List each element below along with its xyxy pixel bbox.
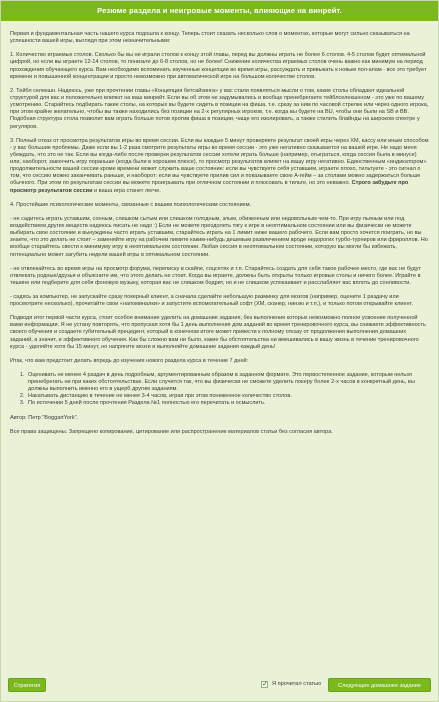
read-checkbox-label[interactable]: Я прочитал статью bbox=[272, 681, 322, 687]
author-line: Автор: Петр "BoggartYork". bbox=[10, 414, 79, 421]
footer-bar bbox=[2, 668, 437, 700]
paragraph-summary: Подводя итог первой части курса, стоит особое внимание уделить на домашние задания, без выполнения которых невозможно полное усвоение полученной вами информации. Я не устану повторять, что пропуская хотя бы 1 день выполнения дом.заданий во время тренировочного курса, вы снижаете эффективность своего обучения и создаете губительный прецедент, который в конечном итоге может привести к полному отказу от продолжения выполнения домашних заданий, а значит, и эффективного обучения. Как бы сложно вам ни было, какие бы обстоятельства ни вмешивались в вашу жизнь в течение тренировочного курса - уделяйте хотя бы 15 минут, но напрягите мозги и выполняйте домашние задания каждый день! bbox=[10, 315, 426, 350]
tasks-list bbox=[10, 372, 429, 408]
article-title: Резюме раздела и неигровые моменты, влияющие на винрейт. bbox=[1, 1, 438, 21]
results-text: 3. Полный отказ от просмотра результатов игры во время сессии. Если вы каждые 5 минут проверяете результат своей игры через ХМ, кассу или иным способом - у вас большие проблемы. Даже если вы 1-2 раза смотрите результаты игры во время сессии - это уже негативно сказывается на вашей игре. Не надо меня убеждать, что это не так. Если вы когда-либо после проверки результатов сессии хотели играть больше (например, отыграться, когда сессия была в минусе) или, наоборот, закончить игру пораньше (когда были в хорошем плюсе), то просмотр результатов влияет на вашу игру негативно. Единственным «индикатором» продолжительности вашей сессии кроме времени может служить ваше состояние: если вы чувствуете себя уставшим, играете плохо, тильтуете - это сигнал о том, что сессию можно заканчивать раньше, и наоборот: если вы чувствуете прилив сил и показываете свою А-гейм – за столами можно задержаться больше обычного. При этом по результатам сессии вы можете проигрывать при отличном состоянии и плюсовать в тильте, но это неважно. bbox=[10, 137, 429, 187]
paragraph-tasks-intro: Итак, что вам предстоит делать впредь до изучения нового раздела курса в течение 7 дней: bbox=[10, 357, 249, 364]
paragraph-warmup: - садясь за компьютер, не запускайте сразу покерный клиент, а сначала сделайте небольшую разминку для мозгов (например, оцените 1 раздачу или просмотрите несколько), прочитайте свои «напоминалки» и запустите вспомогательный софт (ХМ, сканер, нинзю и т.п.), и только потом открывайте клиент. bbox=[10, 293, 414, 308]
paragraph-tables-count: 1. Количество играемых столов. Сколько бы вы ни играли столов к концу этой главы, перед вы должны играть не более 6 столов. 4-5 столов будет оптимальной цифрой, но если вы играете 12-14 столов, то понизьте до 6-8 столов, но не более! Снижение количества играемых столов очень важно как минимум на период прохождения обучающего курса. Вам необходимо вспоминать изученные концепции во время игры, рассуждать и привыкать к новым пол-апам - все это требует времени и повышенной концентрации и просто невозможно при автоматической игре на большом количестве столов. bbox=[10, 52, 427, 80]
paragraph-condition: - не садитесь играть уставшим, сонным, слишком сытым или слишком голодным, злым, обиженным или недовольным чем-то. При игру пьяным или под воздействием других веществ надеюсь писать не надо :) Если не можете преодолеть тягу к игре в неоптимальном состоянии или вы физически не можете выбирать свое состояние и вынуждены часто играть уставшим, старайтесь играть на 1 лимит ниже вашего рабочего. Если вам просто хочется поиграть, но вы знаете, что это делать не стоит – заменяйте игру на рабочем лимите каким-нибудь дешевым развлечением вроде недорогих турбо-турниров или фрироллов. Но вообще старайтесь свести к минимуму игру в неоптимальном состоянии. Любая сессия в неоптимальном состоянии, которую вы могли бы избежать, потенциально может загубить недели вашей игры в оптимальном состоянии. bbox=[10, 215, 428, 258]
copyright-notice: Все права защищены. Запрещено копирование, цитирование или распространение материалов статьи без согласия автора. bbox=[10, 428, 333, 435]
next-homework-button[interactable]: Следующее домашнее задание bbox=[328, 678, 431, 692]
intro-paragraph: Первая и фундаментальная часть нашего курса подошла к концу. Теперь стоит сказать несколько слов о моментах, которые могут сильно сказываться на успешности вашей игры, выглядя при этом незначительными: bbox=[10, 31, 410, 45]
article-body[interactable] bbox=[2, 21, 437, 668]
results-text-end: и ваша игра станет легче. bbox=[92, 187, 161, 194]
checkmark-icon: ✓ bbox=[262, 681, 268, 688]
paragraph-table-selection: 2. Тейбл селекшн. Надеюсь, уже при прочтении главы «Концепция бетсайзинга» у вас стали появляться мысли о том, какие столы обладают идеальной структурой для вас и положительно влияют на ваш винрейт. Если вы об этом не задумывались и вообще пренебрегаете тейблселекшнном - это уже по вашему усмотрению. Старайтесь подбирать такие столы, на которых вы будете сидеть в позиции на фиша, т.е. сразу за ним по часовой стрелке или через одного игрока, при этом крайне желательно, чтобы вы также находились без позиции на 2-х регулярных игроков, т.е. когда вы будете на BU, чтобы они были на SB и BB. Подобная структура стола позволит вам играть больше потов против фиша в позиции, чаще его изолировать, а также стилить блайнды на широком спектре у регуляров. bbox=[10, 87, 429, 130]
paragraph-psychology: 4. Простейшие психологические моменты, связанные с вашим психологическим состоянием. bbox=[10, 201, 252, 208]
paragraph-results-viewing bbox=[10, 138, 429, 195]
list-item: 3. По истечении 5 дней после прочтения Раздела №1 полностью его перечитать и осмыслить. bbox=[26, 400, 429, 407]
list-item: 1. Оценивать не менее 4 раздач в день подробным, аргументированным образом в заданном формате. Это первостепенное задание, которым нельзя пренебрегать ни при каких обстоятельствах. Если случится так, что вы физически не сможете уделить покеру более 2-х часов в конкретный день, вы должны выполнить именно его в ущерб другим заданиям. bbox=[26, 372, 429, 393]
read-checkbox[interactable] bbox=[261, 681, 268, 688]
paragraph-distractions: - не отвлекайтесь во время игры на просмотр форума, переписку в скайпе, соцсетях и т.п. Старайтесь создать для себя такое рабочее место, где вас не будут отвлекать родные/друзья и объясните им, что этого делать не стоит. Когда вы играете, должны быть открыты только игровые столы и ничего более. Играйте в тишине или подберите для себя фоновую музыку, которая вас не слишком бодрит, но и не слишком успокаивает и расслабляет вас вплоть до сонливости. bbox=[10, 265, 422, 286]
list-item: 2. Накатывать дистанцию в течение не менее 3-4 часов, играя при этом пониженное количество столов. bbox=[26, 393, 429, 400]
strategy-button[interactable]: Стратегия bbox=[8, 678, 46, 692]
results-bold-text: Строго забудьте про просмотр результатов сессии bbox=[10, 180, 409, 194]
